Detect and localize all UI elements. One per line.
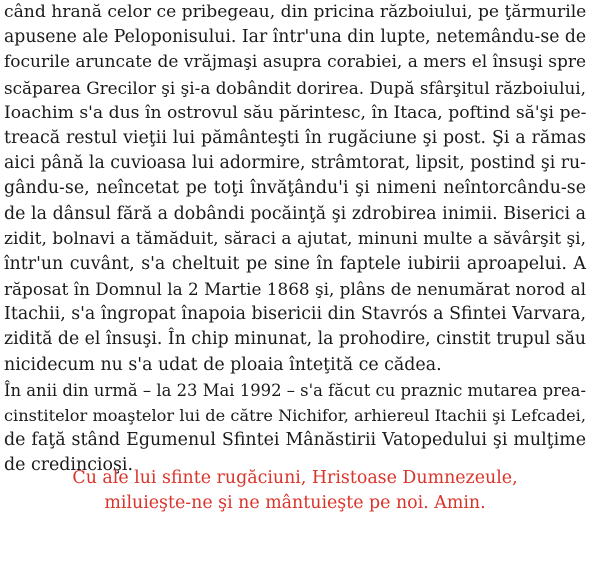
text-line-16: În anii din urmă – la 23 Mai 1992 – s'a făcut cu praznic mutarea prea- [4,380,586,400]
text-line-11: într'un cuvânt, s'a cheltuit pe sine în faptele iubirii aproapelui. A [4,253,586,274]
text-line-19: de credincioşi. [4,455,133,476]
closing-prayer [0,466,590,516]
text-line-2: apusene ale Peloponisului. Iar într'una din lupte, netemându-se de [4,27,587,48]
text-line-6: treacă restul vieţii lui pământeşti în rugăciune şi post. Şi a rămas [4,127,586,148]
prayer-line-1: Cu ale lui sfinte rugăciuni, Hristoase Dumnezeule, [72,468,518,488]
text-line-5: Ioachim s'a dus în ostrovul său părintesc, în Itaca, poftind să'şi pe- [4,102,587,123]
text-line-9: de la dânsul fără a dobândi pocăinţă şi zdrobirea inimii. Biserici a [4,203,586,224]
text-line-18: de faţă stând Egumenul Sfintei Mânăstirii Vatopedului şi mulţime [4,430,586,451]
text-line-13: Itachii, s'a îngropat înapoia bisericii din Stavrós a Sfintei Varvara, [4,304,586,325]
prayer-line-2: miluieşte-ne şi ne mântuieşte pe noi. Amin. [104,493,486,514]
text-line-17: cinstitelor moaştelor lui de către Nichifor, arhiereul Itachii şi Lefcadei, [4,406,586,425]
text-line-4: scăparea Grecilor şi şi-a dobândit dorirea. După sfârşitul războiului, [4,77,587,98]
text-line-7: aici până la cuvioasa lui adormire, strâmtorat, lipsit, postind şi ru- [4,153,586,174]
text-line-15: nicidecum nu s'a udat de ploaia înteţită ce cădea. [4,354,442,375]
text-line-12: răposat în Domnul la 2 Martie 1868 şi, plâns de nenumărat norod al [4,279,586,300]
text-line-10: zidit, bolnavi a tămăduit, săraci a ajutat, minuni multe a săvârşit şi, [4,228,586,249]
text-line-14: zidită de el însuşi. În chip minunat, la prohodire, cinstit trupul său [4,329,586,350]
text-line-1: când hrană celor ce pribegeau, din pricina războiului, pe ţărmurile [4,2,587,22]
text-line-8: gându-se, neîncetat pe toţi învăţându'i şi nimeni neîntorcându-se [4,178,586,199]
document-body [4,0,586,479]
text-line-3: focurile aruncate de vrăjmaşi asupra corabiei, a mers el însuşi spre [4,52,586,73]
